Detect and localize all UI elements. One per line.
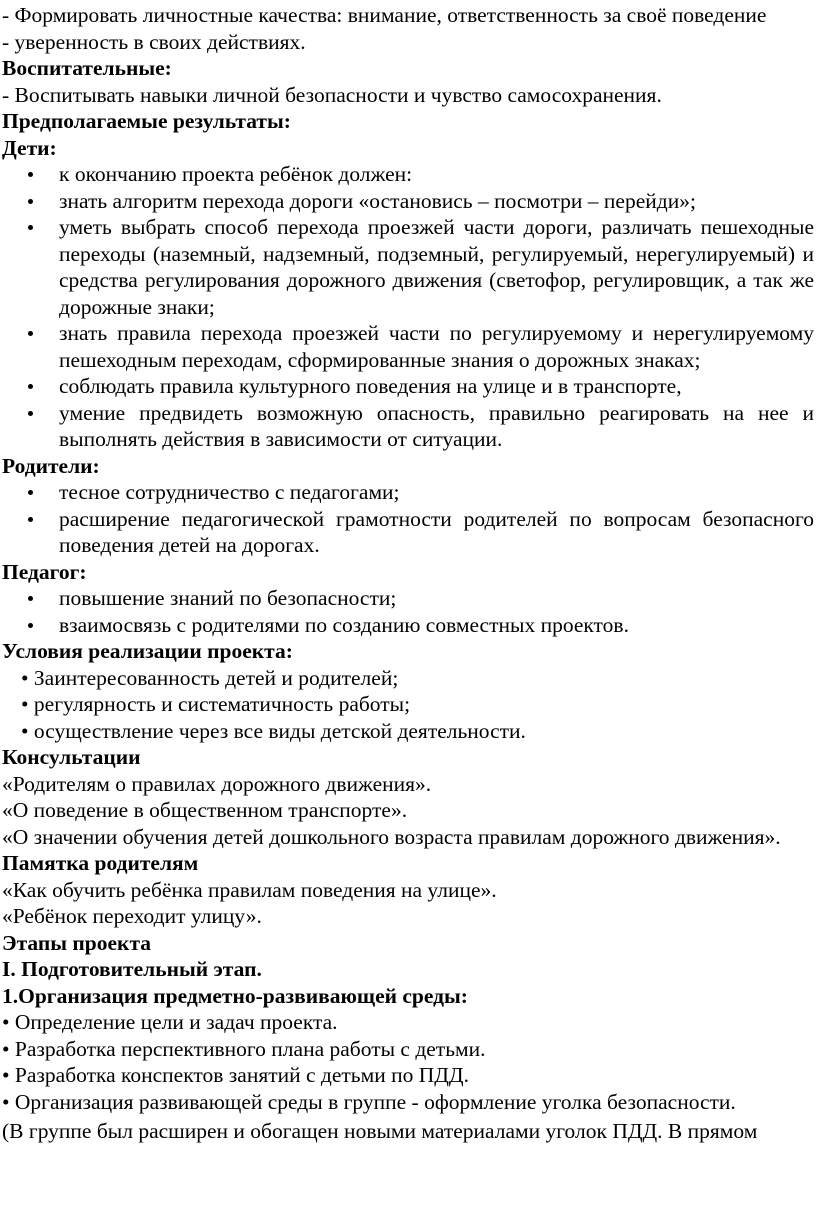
children-list (0, 161, 816, 453)
educational-heading: Воспитательные: (2, 56, 172, 80)
bullet-icon (28, 199, 33, 204)
list-item-text: взаимосвязь с родителями по созданию совместных проектов. (59, 612, 629, 637)
list-item-text: повышение знаний по безопасности; (59, 586, 397, 610)
bullet-icon (28, 490, 33, 495)
list-item (0, 161, 816, 188)
list-item (0, 612, 816, 639)
educational-line: - Воспитывать навыки личной безопасности и чувство самосохранения. (2, 82, 662, 107)
teacher-list (0, 585, 816, 638)
list-item (0, 585, 816, 612)
list-item: • регулярность и систематичность работы; (21, 692, 411, 716)
stage-item: • Разработка конспектов занятий с детьми по ПДД. (2, 1063, 469, 1087)
stage1-subheading: 1.Организация предметно-развивающей среды: (2, 983, 468, 1008)
list-item (0, 400, 816, 453)
parents-heading: Родители: (2, 453, 100, 478)
list-item (0, 373, 816, 400)
stages-heading: Этапы проекта (2, 930, 152, 955)
list-item-text: знать правила перехода проезжей части по регулируемому и нерегулируемому пешеходным переходам, сформированные знания о дорожных знаках; (59, 321, 814, 372)
bullet-icon (28, 225, 33, 230)
bullet-icon (28, 331, 33, 336)
children-heading: Дети: (2, 135, 57, 160)
list-item (0, 320, 816, 373)
list-item-text: уметь выбрать способ перехода проезжей части дороги, различать пешеходные переходы (наземный, надземный, подземный, регулируемый, нерегулируемый) и средства регулирования дорожного движения (светофор, регулировщик, а так же дорожные знаки; (59, 215, 814, 319)
conditions-list (0, 665, 816, 745)
stage-item: • Разработка перспективного плана работы с детьми. (2, 1036, 486, 1061)
list-item (0, 214, 816, 320)
conditions-heading: Условия реализации проекта: (2, 639, 293, 663)
list-item: • осуществление через все виды детской деятельности. (21, 718, 526, 743)
parents-list (0, 479, 816, 559)
memo-item: «Ребёнок переходит улицу». (2, 904, 262, 928)
list-item (0, 479, 816, 506)
intro-line-2: - уверенность в своих действиях. (2, 29, 306, 54)
list-item-text: к окончанию проекта ребёнок должен: (59, 162, 413, 186)
list-item-text: расширение педагогической грамотности родителей по вопросам безопасного поведения детей на дорогах. (59, 506, 814, 557)
stage1-heading: I. Подготовительный этап. (2, 957, 262, 981)
last-line: (В группе был расширен и обогащен новыми материалами уголок ПДД. В прямом (2, 1119, 758, 1143)
intro-line-1: - Формировать личностные качества: внимание, ответственность за своё поведение (2, 3, 767, 27)
stage-item: • Организация развивающей среды в группе - оформление уголка безопасности. (2, 1089, 736, 1114)
bullet-icon (28, 517, 33, 522)
bullet-icon (28, 172, 33, 177)
consultation-item: «О значении обучения детей дошкольного возраста правилам дорожного движения». (2, 824, 781, 849)
list-item-text: умение предвидеть возможную опасность, правильно реагировать на нее и выполнять действия в зависимости от ситуации. (59, 400, 814, 451)
list-item: • Заинтересованность детей и родителей; (21, 665, 399, 690)
list-item-text: соблюдать правила культурного поведения на улице и в транспорте, (59, 374, 682, 398)
consultations-heading: Консультации (2, 745, 141, 769)
list-item (0, 188, 816, 215)
consultation-item: «О поведение в общественном транспорте». (2, 798, 408, 822)
bullet-icon (28, 411, 33, 416)
memo-heading: Памятка родителям (2, 851, 199, 875)
memo-item: «Как обучить ребёнка правилам поведения на улице». (2, 877, 497, 902)
bullet-icon (28, 384, 33, 389)
list-item (0, 506, 816, 559)
consultation-item: «Родителям о правилах дорожного движения». (2, 771, 432, 796)
results-heading: Предполагаемые результаты: (2, 109, 291, 133)
teacher-heading: Педагог: (2, 559, 87, 584)
bullet-icon (28, 623, 33, 628)
list-item-text: тесное сотрудничество с педагогами; (59, 480, 400, 504)
bullet-icon (28, 596, 33, 601)
stage-item: • Определение цели и задач проекта. (2, 1010, 338, 1034)
list-item-text: знать алгоритм перехода дороги «остановись – посмотри – перейди»; (59, 188, 696, 213)
